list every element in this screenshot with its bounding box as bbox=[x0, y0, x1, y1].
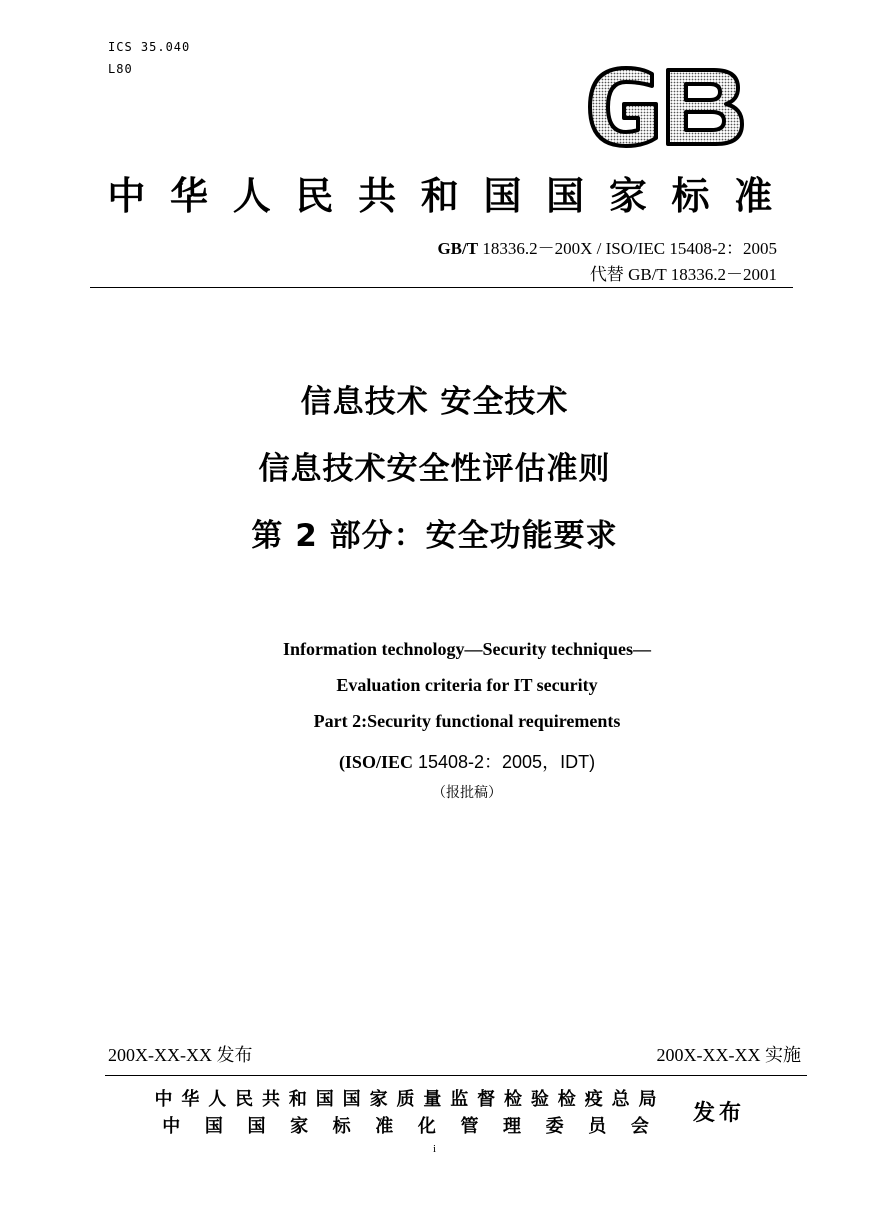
iso-number: 15408-2：2005，IDT) bbox=[412, 752, 596, 772]
title-char: 民 bbox=[295, 174, 334, 218]
issuer-line1 bbox=[150, 1085, 661, 1111]
replaces-standard: 代替 GB/T 18336.2－2001 bbox=[589, 265, 777, 284]
issuer-char: 和 bbox=[288, 1089, 307, 1110]
english-title-line2: Evaluation criteria for IT security bbox=[336, 675, 598, 695]
ccs-code: L80 bbox=[108, 62, 133, 76]
issuer-char: 总 bbox=[611, 1089, 630, 1110]
iso-prefix: (ISO/IEC bbox=[338, 752, 413, 772]
issuer-char: 中 bbox=[162, 1116, 181, 1137]
issuer-char: 会 bbox=[630, 1116, 649, 1137]
title-char: 人 bbox=[232, 174, 271, 218]
title-char: 和 bbox=[420, 174, 459, 218]
footer-divider bbox=[105, 1075, 807, 1076]
title-char: 共 bbox=[358, 174, 397, 218]
issuer-char: 国 bbox=[342, 1089, 361, 1110]
title-char: 华 bbox=[170, 174, 209, 218]
title-char: 家 bbox=[608, 174, 647, 218]
issuer-char: 准 bbox=[375, 1116, 394, 1137]
national-standard-title bbox=[95, 165, 785, 220]
issuer-char: 监 bbox=[450, 1089, 469, 1110]
issuer-char: 督 bbox=[477, 1089, 496, 1110]
issuer-char: 理 bbox=[503, 1116, 522, 1137]
issuer-char: 中 bbox=[154, 1089, 173, 1110]
title-char: 中 bbox=[107, 174, 146, 218]
issuer-char: 验 bbox=[530, 1089, 549, 1110]
title-char: 标 bbox=[671, 174, 710, 218]
standard-number-value: 18336.2－200X / ISO/IEC 15408-2：2005 bbox=[482, 239, 777, 258]
ics-code: ICS 35.040 bbox=[108, 40, 191, 54]
issuer-char: 民 bbox=[235, 1089, 254, 1110]
issuer-char: 疫 bbox=[584, 1089, 603, 1110]
iso-equivalence bbox=[0, 748, 869, 774]
issuer-char: 国 bbox=[204, 1116, 223, 1137]
title-char: 国 bbox=[546, 174, 585, 218]
issuer-char: 华 bbox=[181, 1089, 200, 1110]
issuer-char: 人 bbox=[208, 1089, 227, 1110]
header-divider bbox=[90, 287, 793, 288]
chinese-title-line1: 信息技术 安全技术 bbox=[300, 384, 569, 420]
issuer-char: 局 bbox=[638, 1089, 657, 1110]
standard-number-block bbox=[437, 236, 777, 288]
gb-logo bbox=[586, 66, 746, 148]
issuer-char: 化 bbox=[417, 1116, 436, 1137]
issuer-char: 检 bbox=[557, 1089, 576, 1110]
page-number: i bbox=[432, 1143, 437, 1155]
issuer-char: 家 bbox=[369, 1089, 388, 1110]
draft-status: （报批稿） bbox=[432, 785, 502, 801]
issuer-char: 国 bbox=[315, 1089, 334, 1110]
issuer-char: 管 bbox=[460, 1116, 479, 1137]
title-char: 国 bbox=[483, 174, 522, 218]
issuer-char: 家 bbox=[290, 1116, 309, 1137]
issuer-char: 员 bbox=[588, 1116, 607, 1137]
issuer-char: 检 bbox=[504, 1089, 523, 1110]
chinese-title-line2: 信息技术安全性评估准则 bbox=[258, 451, 611, 487]
issuer-char: 委 bbox=[545, 1116, 564, 1137]
issuer-char: 共 bbox=[262, 1089, 280, 1110]
issuer-char: 量 bbox=[423, 1089, 442, 1110]
english-title-line3: Part 2:Security functional requirements bbox=[313, 711, 621, 731]
title-char: 准 bbox=[734, 174, 773, 218]
implement-date: 200X-XX-XX 实施 bbox=[656, 1045, 801, 1065]
issuer-char: 国 bbox=[247, 1116, 266, 1137]
standard-number bbox=[437, 236, 777, 262]
chinese-title-line3: 第 2 部分：安全功能要求 bbox=[251, 518, 618, 554]
publish-date: 200X-XX-XX 发布 bbox=[108, 1045, 253, 1065]
standard-prefix: GB/T bbox=[437, 239, 479, 258]
issuer-char: 质 bbox=[396, 1089, 415, 1110]
issuer-char: 标 bbox=[332, 1116, 351, 1137]
issuer-line2 bbox=[150, 1112, 661, 1138]
publish-label: 发布 bbox=[693, 1101, 746, 1126]
english-title-line1: Information technology—Security techniques— bbox=[283, 639, 651, 659]
